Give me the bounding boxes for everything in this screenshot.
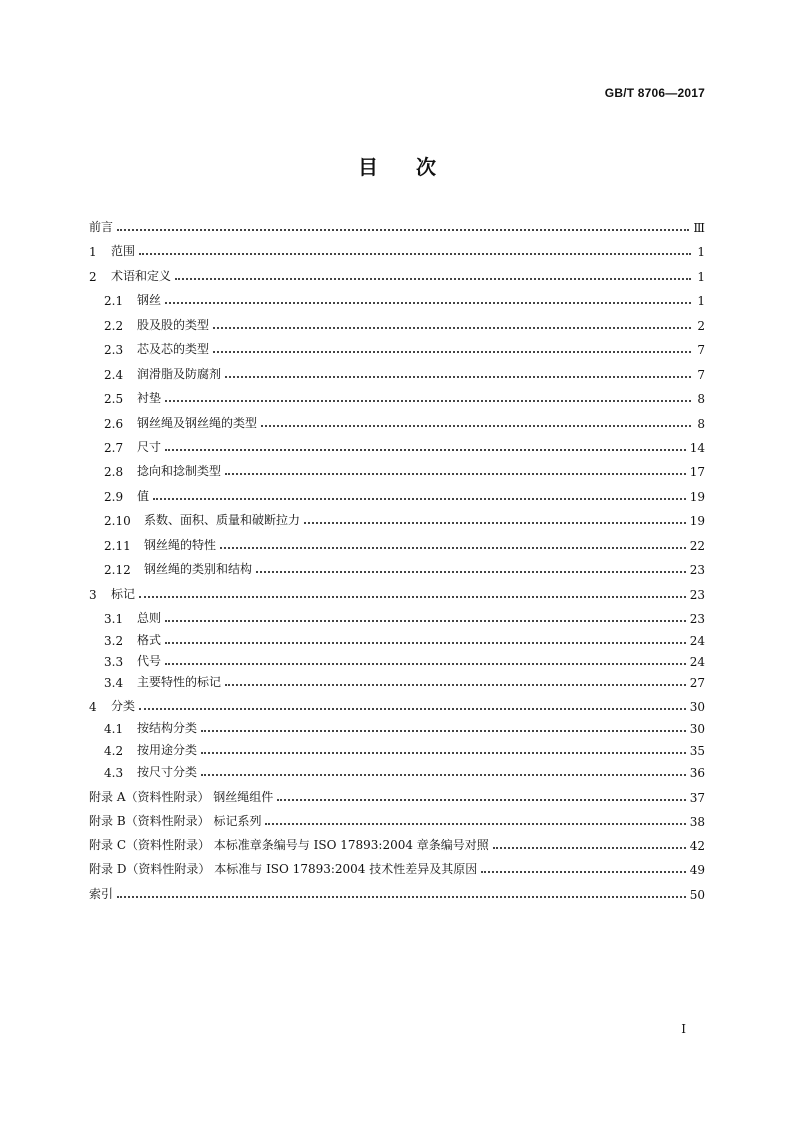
toc-entry-number: 2.9 [104, 490, 124, 504]
toc-entry-page: 14 [689, 441, 705, 455]
dot-leader [117, 896, 686, 898]
toc-entry-number: 4.2 [104, 744, 124, 758]
toc-entry-number: 3.4 [104, 676, 124, 690]
dot-leader [225, 684, 686, 686]
toc-entry-number: 2.12 [104, 563, 131, 577]
toc-entry[interactable] [104, 740, 705, 758]
dot-leader [481, 871, 685, 873]
toc-entry-page: 7 [697, 368, 705, 382]
toc-entry-label: 分类 [111, 699, 136, 713]
toc-entry[interactable] [104, 339, 705, 357]
toc-entry[interactable] [89, 217, 705, 235]
toc-entry-label: 股及股的类型 [137, 318, 210, 332]
toc-entry-page: 23 [689, 612, 705, 626]
toc-entry[interactable] [104, 486, 705, 504]
toc-entry[interactable] [89, 241, 705, 259]
dot-leader [165, 663, 686, 665]
toc-entry[interactable] [89, 787, 705, 805]
toc-entry-label: 按结构分类 [137, 721, 198, 735]
toc-entry-label: 尺寸 [137, 440, 162, 454]
toc-entry-page: 19 [689, 514, 705, 528]
toc-entry-number: 3.3 [104, 655, 124, 669]
dot-leader [304, 522, 686, 524]
page-number: I [681, 1022, 686, 1036]
toc-entry[interactable] [104, 651, 705, 669]
toc-entry-page: 1 [697, 294, 705, 308]
toc-entry-number: 3.2 [104, 634, 124, 648]
toc-entry[interactable] [104, 388, 705, 406]
toc-entry[interactable] [104, 608, 705, 626]
toc-entry-page: 8 [697, 417, 705, 431]
toc-entry-label: 术语和定义 [111, 269, 172, 283]
toc-entry-label: 范围 [111, 244, 136, 258]
toc-entry-number: 4.3 [104, 766, 124, 780]
dot-leader [201, 752, 686, 754]
toc-entry[interactable] [89, 584, 705, 602]
dot-leader [201, 730, 686, 732]
toc-entry[interactable] [104, 718, 705, 736]
dot-leader [261, 425, 691, 427]
toc-entry-number: 2.10 [104, 514, 131, 528]
toc-entry-number: 2.5 [104, 392, 124, 406]
toc-entry[interactable] [104, 437, 705, 455]
toc-entry[interactable] [104, 461, 705, 479]
toc-entry-label: 钢丝绳的类别和结构 [144, 562, 253, 576]
toc-entry[interactable] [89, 835, 705, 853]
dot-leader [493, 847, 686, 849]
toc-entry-page: 8 [697, 392, 705, 406]
toc-entry[interactable] [104, 630, 705, 648]
toc-entry-page: 30 [689, 700, 705, 714]
toc-entry[interactable] [104, 559, 705, 577]
dot-leader [175, 278, 691, 280]
toc-entry-label: 附录 B（资料性附录） 标记系列 [89, 814, 262, 828]
toc-entry-number: 2.8 [104, 465, 124, 479]
toc-entry-label: 附录 A（资料性附录） 钢丝绳组件 [89, 790, 274, 804]
toc-entry-label: 主要特性的标记 [137, 675, 222, 689]
dot-leader [117, 229, 689, 231]
toc-entry-page: 50 [689, 888, 705, 902]
toc-entry[interactable] [89, 811, 705, 829]
toc-entry-page: 24 [689, 655, 705, 669]
toc-entry-page: 1 [697, 245, 705, 259]
toc-entry-page: Ⅲ [693, 221, 705, 235]
dot-leader [165, 449, 686, 451]
standard-code: GB/T 8706—2017 [604, 86, 705, 100]
toc-entry-label: 钢丝绳及钢丝绳的类型 [137, 416, 258, 430]
toc-entry-page: 30 [689, 722, 705, 736]
toc-entry-page: 19 [689, 490, 705, 504]
toc-entry-page: 42 [689, 839, 705, 853]
toc-entry-number: 3 [89, 588, 97, 602]
toc-entry-number: 2.1 [104, 294, 124, 308]
toc-entry-page: 17 [689, 465, 705, 479]
toc-entry-label: 格式 [137, 633, 162, 647]
toc-entry-label: 钢丝绳的特性 [144, 538, 217, 552]
toc-entry-label: 按用途分类 [137, 743, 198, 757]
toc-entry-number: 2.7 [104, 441, 124, 455]
toc-entry-label: 前言 [89, 220, 114, 234]
toc-entry-page: 37 [689, 791, 705, 805]
toc-entry[interactable] [104, 413, 705, 431]
dot-leader [213, 327, 691, 329]
dot-leader [153, 498, 686, 500]
toc-entry-label: 捻向和捻制类型 [137, 464, 222, 478]
toc-entry-number: 4.1 [104, 722, 124, 736]
toc-entry-label: 标记 [111, 587, 136, 601]
toc-entry-page: 7 [697, 343, 705, 357]
dot-leader [139, 708, 686, 710]
toc-entry-label: 芯及芯的类型 [137, 342, 210, 356]
toc-entry-page: 49 [689, 863, 705, 877]
dot-leader [139, 253, 691, 255]
toc-entry-number: 2.4 [104, 368, 124, 382]
dot-leader [225, 376, 691, 378]
toc-entry-page: 27 [689, 676, 705, 690]
toc-entry-page: 23 [689, 588, 705, 602]
dot-leader [165, 302, 691, 304]
toc-entry-label: 按尺寸分类 [137, 765, 198, 779]
toc-entry-label: 代号 [137, 654, 162, 668]
toc-entry-page: 22 [689, 539, 705, 553]
toc-entry[interactable] [104, 364, 705, 382]
dot-leader [165, 642, 686, 644]
toc-entry-label: 附录 D（资料性附录） 本标准与 ISO 17893:2004 技术性差异及其原因 [89, 862, 478, 876]
dot-leader [213, 351, 691, 353]
toc-entry-label: 钢丝 [137, 293, 162, 307]
toc-entry-number: 2.11 [104, 539, 131, 553]
toc-entry-label: 衬垫 [137, 391, 162, 405]
toc-entry-number: 2.2 [104, 319, 124, 333]
page-title: 目次 [358, 155, 474, 179]
toc-entry-label: 润滑脂及防腐剂 [137, 367, 222, 381]
toc-entry-number: 4 [89, 700, 97, 714]
toc-entry-page: 24 [689, 634, 705, 648]
toc-entry-number: 2 [89, 270, 97, 284]
toc-entry-label: 总则 [137, 611, 162, 625]
dot-leader [139, 596, 686, 598]
toc-entry-page: 36 [689, 766, 705, 780]
dot-leader [220, 547, 686, 549]
toc-entry[interactable] [89, 884, 705, 902]
toc-entry-page: 23 [689, 563, 705, 577]
toc-entry[interactable] [89, 266, 705, 284]
toc-entry-number: 1 [89, 245, 97, 259]
toc-entry-page: 35 [689, 744, 705, 758]
toc-entry-label: 索引 [89, 887, 114, 901]
dot-leader [265, 823, 685, 825]
toc-entry-page: 2 [697, 319, 705, 333]
toc-entry-number: 3.1 [104, 612, 124, 626]
toc-entry[interactable] [104, 535, 705, 553]
toc-entry-label: 附录 C（资料性附录） 本标准章条编号与 ISO 17893:2004 章条编号对照 [89, 838, 489, 852]
toc-entry[interactable] [104, 315, 705, 333]
toc-entry[interactable] [104, 510, 705, 528]
dot-leader [165, 400, 691, 402]
toc-entry-number: 2.3 [104, 343, 124, 357]
toc-entry-number: 2.6 [104, 417, 124, 431]
dot-leader [277, 799, 685, 801]
toc-entry-label: 值 [137, 489, 150, 503]
toc-entry[interactable] [104, 290, 705, 308]
toc-entry-page: 38 [689, 815, 705, 829]
toc-entry[interactable] [89, 859, 705, 877]
toc-entry-label: 系数、面积、质量和破断拉力 [144, 513, 301, 527]
toc-entry[interactable] [104, 762, 705, 780]
dot-leader [165, 620, 686, 622]
dot-leader [256, 571, 686, 573]
dot-leader [225, 473, 686, 475]
toc-entry[interactable] [104, 672, 705, 690]
dot-leader [201, 774, 686, 776]
toc-entry-page: 1 [697, 270, 705, 284]
toc-entry[interactable] [89, 696, 705, 714]
